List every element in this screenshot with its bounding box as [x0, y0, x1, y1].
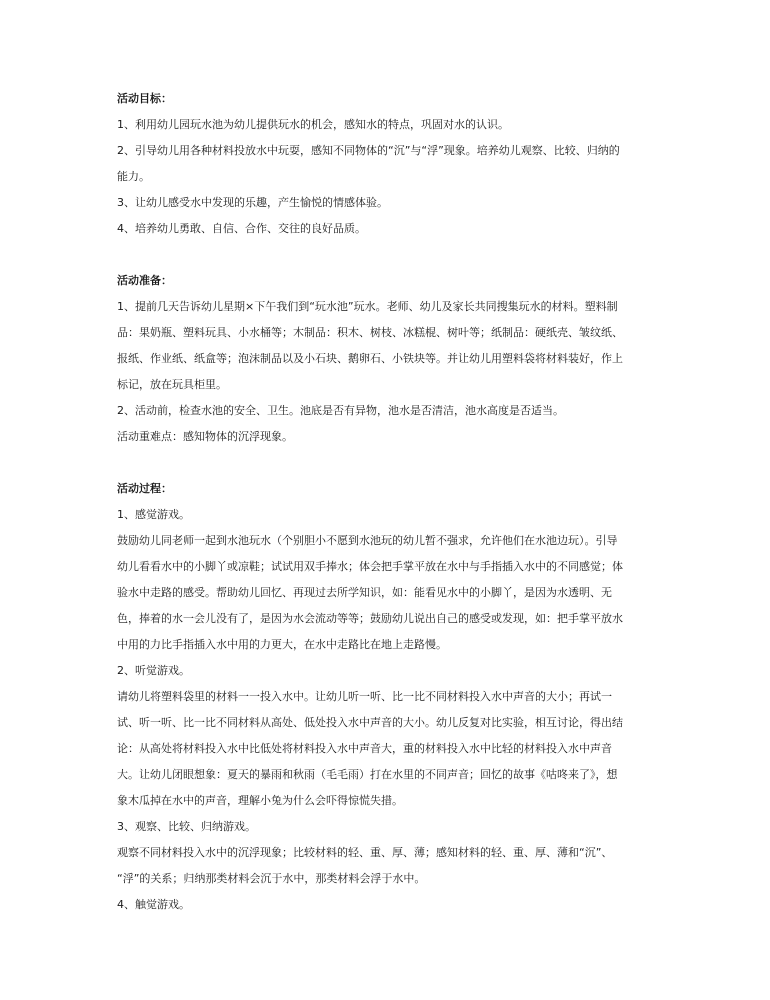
paragraph-line: 鼓励幼儿同老师一起到水池玩水（个别胆小不愿到水池玩的幼儿暂不强求，允许他们在水池边玩）。引导: [117, 534, 618, 547]
paragraph-line: 大。让幼儿闭眼想象：夏天的暴雨和秋雨（毛毛雨）打在水里的不同声音；回忆的故事《咕咚来了》，想: [117, 768, 618, 781]
paragraph-line: 试、听一听、比一比不同材料从高处、低处投入水中声音的大小。幼儿反复对比实验，相互讨论，得出结: [117, 716, 623, 729]
paragraph-line: 请幼儿将塑料袋里的材料一一投入水中。让幼儿听一听、比一比不同材料投入水中声音的大小；再试一: [117, 690, 612, 703]
document-body: [117, 86, 657, 918]
paragraph-line: 象木瓜掉在水中的声音，理解小兔为什么会吓得惊慌失措。: [117, 794, 403, 807]
paragraph-line: 2、引导幼儿用各种材料投放水中玩耍，感知不同物体的“沉”与“浮”现象。培养幼儿观察、比较、归纳的: [117, 144, 620, 157]
paragraph-line: “浮”的关系；归纳那类材料会沉于水中，那类材料会浮于水中。: [117, 872, 426, 885]
paragraph-line: 能力。: [117, 170, 150, 183]
paragraph-line: 报纸、作业纸、纸盒等；泡沫制品以及小石块、鹅卵石、小铁块等。并让幼儿用塑料袋将材料装好，作上: [117, 352, 623, 365]
section-heading: 活动过程：: [117, 482, 172, 495]
paragraph-line: 1、利用幼儿园玩水池为幼儿提供玩水的机会，感知水的特点，巩固对水的认识。: [117, 118, 509, 131]
paragraph-line: 1、提前几天告诉幼儿星期×下午我们到“玩水池”玩水。老师、幼儿及家长共同搜集玩水的材料。塑料制: [117, 300, 618, 313]
section-preparation: [117, 268, 657, 450]
paragraph-line: 2、听觉游戏。: [117, 664, 190, 677]
paragraph-line: 3、观察、比较、归纳游戏。: [117, 820, 256, 833]
paragraph-line: 品：果奶瓶、塑料玩具、小水桶等；木制品：积木、树枝、冰糕棍、树叶等；纸制品：硬纸壳、皱纹纸、: [117, 326, 623, 339]
paragraph-line: 幼儿看看水中的小脚丫或凉鞋；试试用双手捧水；体会把手掌平放在水中与手指插入水中的不同感觉；体: [117, 560, 623, 573]
section-spacer: [117, 450, 657, 476]
section-process: [117, 476, 657, 918]
paragraph-line: 观察不同材料投入水中的沉浮现象；比较材料的轻、重、厚、薄；感知材料的轻、重、厚、薄和“沉”、: [117, 846, 613, 859]
paragraph-line: 3、让幼儿感受水中发现的乐趣，产生愉悦的情感体验。: [117, 196, 388, 209]
paragraph-line: 标记，放在玩具柜里。: [117, 378, 227, 391]
paragraph-line: 色，捧着的水一会儿没有了，是因为水会流动等等；鼓励幼儿说出自己的感受或发现，如：把手掌平放水: [117, 612, 623, 625]
paragraph-line: 活动重难点：感知物体的沉浮现象。: [117, 430, 293, 443]
section-heading: 活动准备：: [117, 274, 172, 287]
section-heading: 活动目标：: [117, 92, 172, 105]
section-spacer: [117, 242, 657, 268]
paragraph-line: 2、活动前，检查水池的安全、卫生。池底是否有异物，池水是否清洁，池水高度是否适当。: [117, 404, 564, 417]
section-goals: [117, 86, 657, 242]
paragraph-line: 验水中走路的感受。帮助幼儿回忆、再现过去所学知识，如：能看见水中的小脚丫，是因为水透明、无: [117, 586, 612, 599]
paragraph-line: 论：从高处将材料投入水中比低处将材料投入水中声音大，重的材料投入水中比轻的材料投入水中声音: [117, 742, 612, 755]
paragraph-line: 中用的力比手指插入水中用的力更大，在水中走路比在地上走路慢。: [117, 638, 447, 651]
paragraph-line: 4、触觉游戏。: [117, 898, 190, 911]
paragraph-line: 1、感觉游戏。: [117, 508, 190, 521]
paragraph-line: 4、培养幼儿勇敢、自信、合作、交往的良好品质。: [117, 222, 366, 235]
